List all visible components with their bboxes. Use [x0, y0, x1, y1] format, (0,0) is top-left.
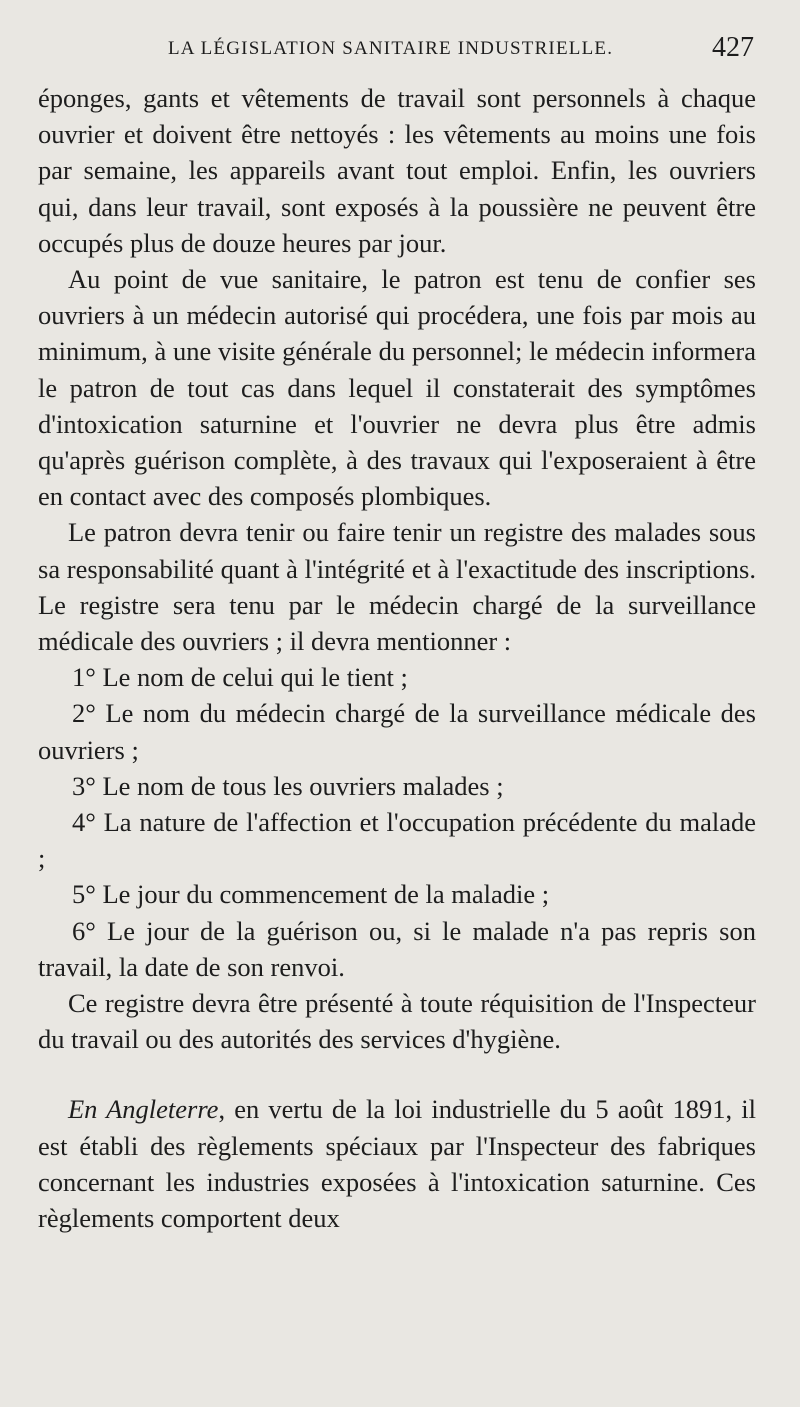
paragraph-4: Ce registre devra être présenté à toute réquisition de l'Inspecteur du travail ou des autorités des services d'hygiène. — [38, 988, 756, 1055]
page-number: 427 — [712, 32, 754, 63]
paragraph-1: éponges, gants et vêtements de travail sont personnels à chaque ouvrier et doivent être nettoyés : les vêtements au moins une fois par semaine, les appareils avant tout emploi. Enfin, les ouvriers qui, dans leur travail, sont exposés à la poussière ne peuvent être occupés plus de douze heures par jour. — [38, 83, 756, 258]
page-header — [38, 32, 754, 72]
list-item-3: 3° Le nom de tous les ouvriers malades ; — [72, 770, 504, 801]
list-item-4: 4° La nature de l'affection et l'occupation précédente du malade ; — [38, 807, 756, 874]
paragraph-5 — [38, 1091, 756, 1236]
list-item-2: 2° Le nom du médecin chargé de la surveillance médicale des ouvriers ; — [38, 698, 756, 765]
list-item-6: 6° Le jour de la guérison ou, si le malade n'a pas repris son travail, la date de son renvoi. — [38, 915, 756, 982]
list-item-5: 5° Le jour du commencement de la maladie ; — [72, 879, 550, 910]
list-item-1: 1° Le nom de celui qui le tient ; — [72, 662, 408, 693]
paragraph-5-text: , en vertu de la loi industrielle du 5 août 1891, il est établi des règlements spéciaux par l'Inspecteur des fabriques concernant les industries exposées à l'intoxication saturnine. Ces règlements comportent deux — [38, 1094, 756, 1234]
running-title: LA LÉGISLATION SANITAIRE INDUSTRIELLE. — [168, 38, 614, 59]
paragraph-2: Au point de vue sanitaire, le patron est tenu de confier ses ouvriers à un médecin autorisé qui procédera, une fois par mois au minimum, à une visite générale du personnel; le médecin informera le patron de tout cas dans lequel il constaterait des symptômes d'intoxication saturnine et l'ouvrier ne devra plus être admis qu'après guérison complète, à des travaux qui l'exposeraient à être en contact avec des composés plombiques. — [38, 264, 756, 512]
body-text — [38, 80, 756, 1236]
country-italic: En Angleterre — [68, 1094, 219, 1125]
paragraph-3: Le patron devra tenir ou faire tenir un registre des malades sous sa responsabilité quant à l'intégrité et à l'exactitude des inscriptions. Le registre sera tenu par le médecin chargé de la surveillance médicale des ouvriers ; il devra mentionner : — [38, 517, 756, 657]
